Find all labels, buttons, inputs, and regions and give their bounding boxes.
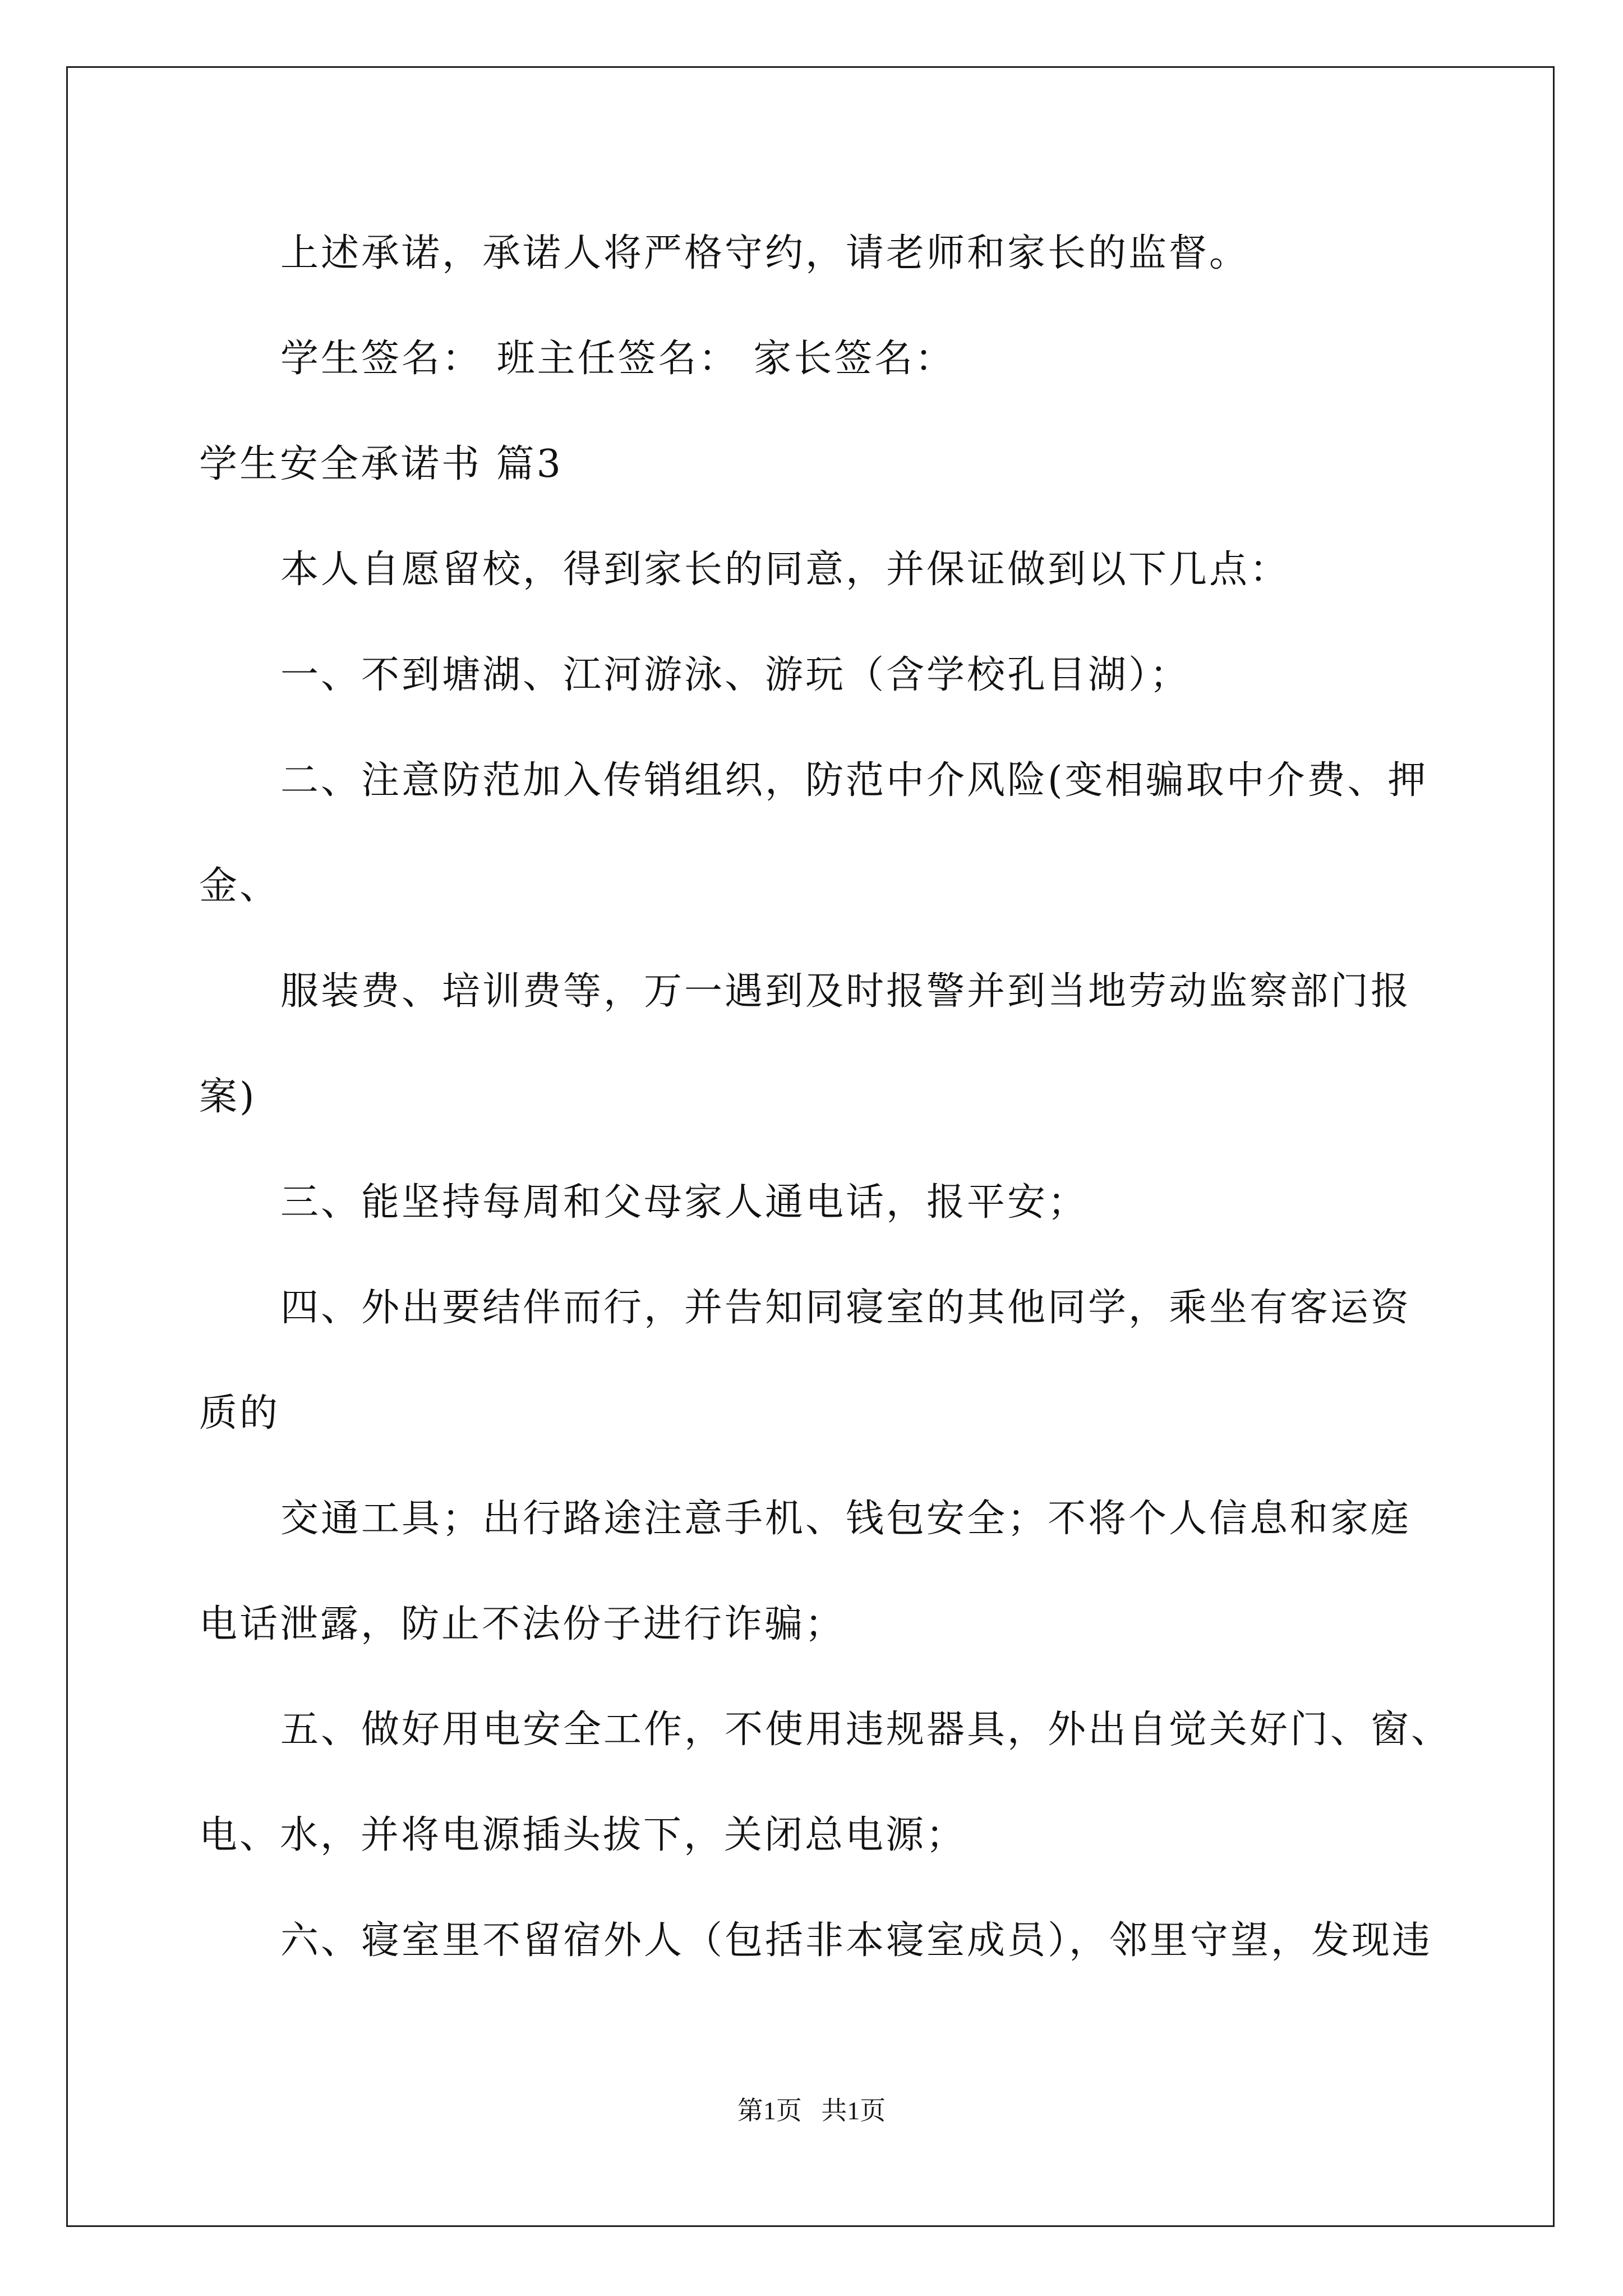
item-1: 一、不到塘湖、江河游泳、游玩（含学校孔目湖）；: [280, 653, 1191, 697]
item-5-line-1: 五、做好用电安全工作，不使用违规器具，外出自觉关好门、窗、: [280, 1708, 1452, 1752]
item-2-line-2: 金、: [199, 864, 280, 908]
page-border: [66, 66, 1555, 2227]
item-2-line-3: 服装费、培训费等，万一遇到及时报警并到当地劳动监察部门报: [280, 969, 1412, 1014]
item-4-line-2: 质的: [199, 1391, 280, 1435]
item-2-line-1: 二、注意防范加入传销组织，防范中介风险(变相骗取中介费、押: [280, 758, 1428, 803]
item-4-line-4: 电话泄露，防止不法份子进行诈骗；: [199, 1602, 846, 1646]
item-4-line-3: 交通工具；出行路途注意手机、钱包安全；不将个人信息和家庭: [280, 1497, 1412, 1541]
section-heading: 学生安全承诺书 篇3: [199, 442, 563, 486]
item-2-line-4: 案): [199, 1075, 257, 1119]
item-3: 三、能坚持每周和父母家人通电话，报平安；: [280, 1180, 1089, 1225]
signature-line: 学生签名： 班主任签名： 家长签名：: [280, 337, 956, 381]
item-6-line-1: 六、寝室里不留宿外人（包括非本寝室成员），邻里守望，发现违: [280, 1918, 1433, 1963]
page-number-footer: 第1页 共1页: [737, 2096, 886, 2125]
item-5-line-2: 电、水，并将电源插头拔下，关闭总电源；: [199, 1813, 967, 1857]
item-4-line-1: 四、外出要结伴而行，并告知同寝室的其他同学，乘坐有客运资: [280, 1286, 1412, 1330]
paragraph-commitment-summary: 上述承诺，承诺人将严格守约，请老师和家长的监督。: [280, 231, 1250, 275]
paragraph-intro: 本人自愿留校，得到家长的同意，并保证做到以下几点：: [280, 547, 1290, 592]
